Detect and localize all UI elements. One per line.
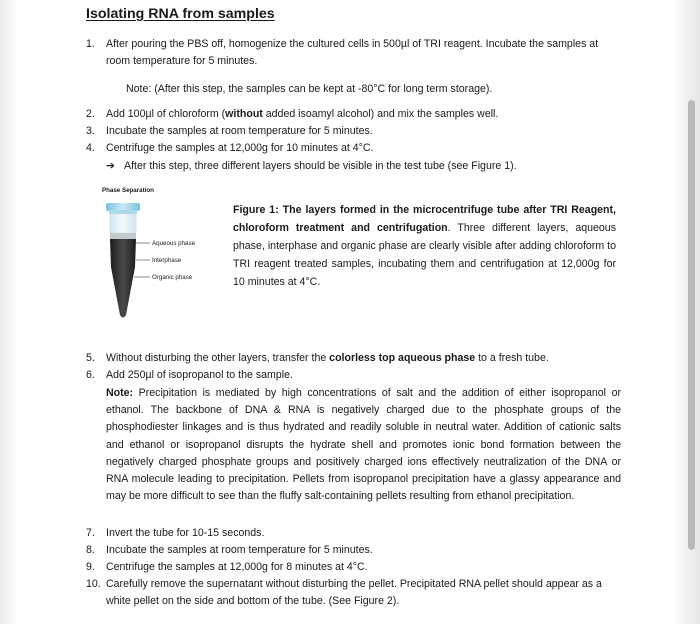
label-organic-phase: Organic phase [152, 274, 193, 281]
step-text: Add 250µl of isopropanol to the sample. [106, 369, 293, 381]
step-2 [86, 106, 621, 123]
step-text: Incubate the samples at room temperature for 5 minutes. [106, 125, 373, 137]
caption-text: . Three different layers, aqueous phase, interphase and organic phase are clearly visible after adding chloroform to TRI reagent treated samples, incubating them and centrifugation at 12,000g for 10 minutes at 4°C. [233, 222, 616, 288]
storage-note: Note: (After this step, the samples can be kept at -80°C for long term storage). [126, 83, 493, 95]
label-interphase: Interphase [152, 257, 182, 264]
step-number: 10. [86, 578, 101, 590]
step-number: 6. [86, 369, 95, 381]
caption-title: Figure 1: The layers formed in the microcentrifuge tube after TRI Reagent, chloroform treatment and centrifugation [233, 204, 616, 234]
note-label: Note: [106, 387, 134, 399]
step-7 [86, 525, 621, 542]
step-text: Carefully remove the supernatant without disturbing the pellet. Precipitated RNA pellet should appear as a white pellet on the side and bottom of the tube. (See Figure 2). [106, 578, 602, 608]
tube-cap [106, 203, 140, 211]
tube-rim [109, 210, 137, 214]
step-number: 1. [86, 38, 95, 50]
step-text-part: added isoamyl alcohol) and mix the samples well. [262, 108, 499, 120]
arrow-note-text: After this step, three different layers should be visible in the test tube (see Figure 1). [124, 160, 517, 172]
page-title: Isolating RNA from samples [86, 6, 275, 22]
step-text: Incubate the samples at room temperature for 5 minutes. [106, 544, 373, 556]
step-number: 3. [86, 125, 95, 137]
step-text: Centrifuge the samples at 12,000g for 8 minutes at 4°C. [106, 561, 368, 573]
step-4 [86, 140, 621, 157]
step-text-bold: without [225, 108, 263, 120]
organic-layer [110, 239, 136, 318]
step-number: 8. [86, 544, 95, 556]
step-number: 4. [86, 142, 95, 154]
step-text-part: Without disturbing the other layers, transfer the [106, 352, 330, 364]
step-number: 7. [86, 527, 95, 539]
interphase-layer [110, 233, 136, 239]
step-9 [86, 559, 621, 576]
figure-caption [233, 201, 616, 291]
step-number: 2. [86, 108, 95, 120]
aqueous-layer [110, 214, 136, 233]
precipitation-note [86, 385, 621, 505]
step-text [106, 350, 621, 367]
step-text: Centrifuge the samples at 12,000g for 10 minutes at 4°C. [106, 142, 374, 154]
step-text: Invert the tube for 10-15 seconds. [106, 527, 265, 539]
step-text-part: Add 100µl of chloroform ( [106, 108, 226, 120]
step-text: After pouring the PBS off, homogenize the cultured cells in 500µl of TRI reagent. Incubate the samples at room temperature for 5 minutes. [106, 38, 599, 68]
arrow-right-icon: ➔ [106, 160, 115, 172]
step-text-part: to a fresh tube. [475, 352, 549, 364]
step-6 [86, 367, 621, 384]
note-text [106, 385, 621, 505]
step-8 [86, 542, 621, 559]
step-3 [86, 123, 621, 140]
step-text-bold: colorless top aqueous phase [329, 352, 476, 364]
step-number: 5. [86, 352, 95, 364]
step-10 [86, 576, 621, 610]
figure-heading: Phase Separation [102, 187, 154, 194]
note-body: Precipitation is mediated by high concentrations of salt and the addition of either isopropanol or ethanol. The backbone of DNA & RNA is negatively charged due to the phosphate groups of the phosphodiester linkages and is thus hydrated and readily soluble in neutral water. Addition of cationic salts and ethanol or isopropanol disrupts the hydrate shell and promotes ionic bond formation between the negatively charged phosphate groups and positively charged ions effectively neutralization of the DNA or RNA molecule leading to precipitation. Pellets from isopropanol precipitation have a glassy appearance and may be more difficult to see than the fluffy salt-containing pellets resulting from ethanol precipitation. [106, 387, 621, 503]
step-1 [86, 36, 621, 70]
step-number: 9. [86, 561, 95, 573]
arrow-note [106, 158, 517, 175]
step-text [106, 106, 621, 123]
vertical-scrollbar[interactable] [688, 100, 695, 550]
label-aqueous-phase: Aqueous phase [152, 240, 196, 247]
step-5 [86, 350, 621, 367]
